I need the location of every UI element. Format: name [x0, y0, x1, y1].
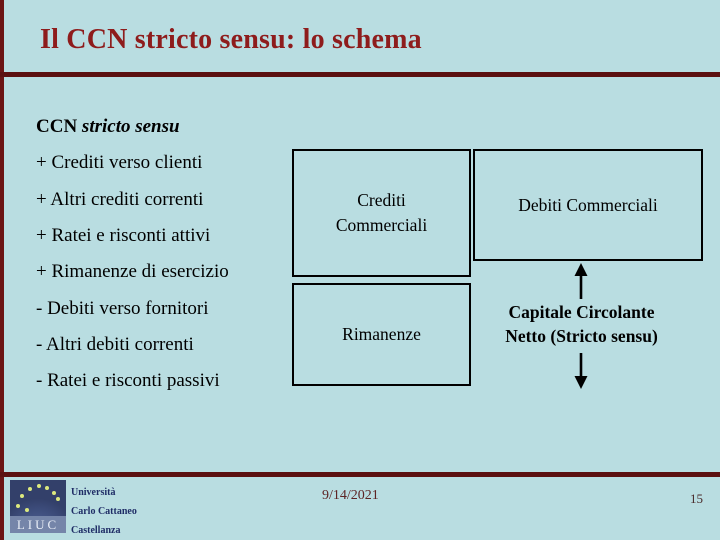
crediti-commerciali-box	[292, 149, 471, 277]
debiti-box-label: Debiti Commerciali	[518, 194, 658, 215]
star-dot	[16, 504, 20, 508]
left-accent-bar	[0, 0, 4, 540]
ccn-formula-list	[36, 109, 229, 399]
formula-item: + Altri crediti correnti	[36, 188, 204, 210]
crediti-box-label-line1: Crediti	[357, 190, 406, 210]
formula-heading-emphasis: stricto sensu	[81, 116, 180, 138]
logo-wordmark: LIUC	[10, 516, 66, 533]
arrow-up-icon	[571, 263, 591, 299]
formula-item: - Ratei e risconti passivi	[36, 370, 220, 392]
slide-page-number: 15	[690, 491, 703, 506]
crediti-box-label-line2: Commerciali	[335, 215, 428, 235]
formula-heading-prefix: CCN	[36, 116, 78, 138]
ccn-label-line1: Capitale Circolante	[508, 302, 655, 322]
formula-item: - Debiti verso fornitori	[36, 297, 209, 319]
university-name	[71, 483, 137, 540]
slide-title: Il CCN stricto sensu: lo schema	[40, 24, 422, 55]
ccn-label-line2: Netto (Stricto sensu)	[505, 325, 658, 346]
university-line: Carlo Cattaneo	[71, 506, 137, 517]
ccn-net-working-capital-label	[461, 301, 702, 348]
liuc-logo	[10, 480, 66, 533]
star-dot	[25, 508, 29, 512]
formula-item: + Rimanenze di esercizio	[36, 261, 229, 283]
title-divider	[0, 72, 720, 77]
star-dot	[45, 486, 49, 490]
formula-item: + Crediti verso clienti	[36, 152, 203, 174]
footer-divider	[0, 472, 720, 477]
university-line: Università	[71, 487, 116, 498]
formula-item: + Ratei e risconti attivi	[36, 225, 211, 247]
arrow-down-icon	[571, 353, 591, 389]
debiti-commerciali-box	[473, 149, 703, 261]
star-dot	[37, 484, 41, 488]
university-line: Castellanza	[71, 525, 121, 536]
formula-heading	[36, 109, 229, 145]
rimanenze-box-label: Rimanenze	[342, 324, 421, 344]
slide-date: 9/14/2021	[322, 488, 379, 503]
formula-item: - Altri debiti correnti	[36, 333, 194, 355]
star-dot	[52, 491, 56, 495]
star-dot	[56, 497, 60, 501]
star-dot	[20, 494, 24, 498]
star-dot	[28, 487, 32, 491]
rimanenze-box	[292, 283, 471, 386]
